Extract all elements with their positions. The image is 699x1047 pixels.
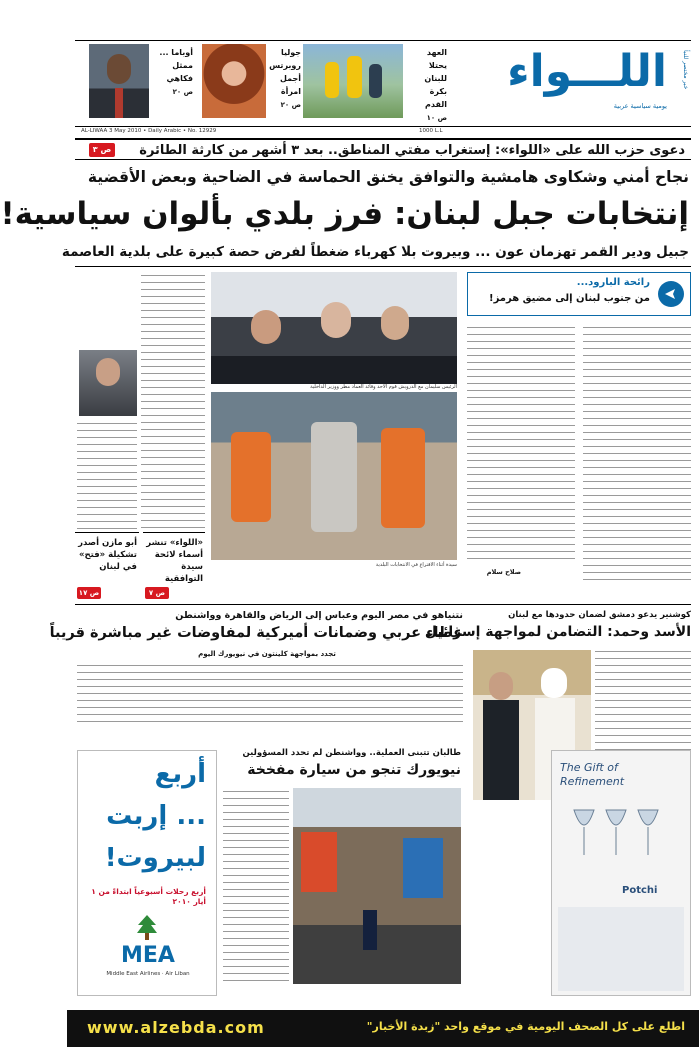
story-assad-kicker: كوشنير يدعو دمشق لضمان حدودها مع لبنان [508, 610, 691, 620]
ad-mea-note: أربع رحلات أسبوعياً ابتداءً من ١ أيار ٢٠١٠ [91, 887, 206, 906]
story-newyork [223, 748, 461, 996]
masthead-slogan: خبر مختصر للنبأ [682, 50, 689, 90]
story-netanyahu-headline[interactable]: غطاء عربي وضمانات أميركية لمفاوضات غير مباشرة قريباً [49, 625, 463, 641]
ad-mea-line3: لبيروت! [104, 843, 206, 873]
side-story-2-text: أبو مازن أصدر تشكيلة «فتح» في لبنان [78, 538, 137, 572]
teaser-actress-page: ص ٢٠ [280, 101, 301, 109]
side-story-1[interactable] [143, 532, 205, 600]
ad-mea-brand: MEA [121, 943, 175, 968]
actress-photo [202, 44, 266, 118]
ad-mea-line2: ... إربت [106, 801, 206, 831]
deck-headline[interactable]: جبيل ودير القمر تهزمان عون ... وبيروت بلا كهرباء ضغطاً لفرض حصة كبيرة على بلدية العاصمة [61, 244, 689, 260]
left-story [77, 272, 205, 530]
kicker-page-badge: ص ٣ [89, 143, 115, 157]
story-netanyahu-kicker: نتنياهو في مصر اليوم وعباس إلى الرياض والقاهرة وواشنطن [175, 610, 463, 621]
column-header [467, 272, 691, 316]
left-portrait [79, 350, 137, 416]
teaser-football-label: العهد يحتلا للبنان بكرة القدم [424, 48, 447, 109]
ad-mea[interactable] [77, 750, 217, 996]
story-newyork-kicker: طالبان تتبنى العملية.. وواشنطن لم تحدد المسؤولين [242, 748, 461, 758]
teaser-actress-label: جوليا روبرتس أجمل امرأة [269, 48, 301, 96]
kicker-headline[interactable]: دعوى حزب الله على «اللواء»: إستغراب مفتي المناطق.. بعد ٣ أشهر من كارثة الطائرة [139, 143, 685, 158]
left-text-b [77, 420, 137, 530]
story-newyork-headline[interactable]: نيويورك تنجو من سيارة مفخخة [247, 762, 461, 778]
column-icon [658, 281, 684, 307]
ad-potchi-brand: Potchi [622, 885, 658, 896]
teaser-obama-page: ص ٢٠ [172, 88, 193, 96]
officials-photo [211, 272, 457, 384]
column-body-right [583, 324, 691, 584]
ad-potchi-title: The Gift of Refinement [560, 761, 625, 788]
teaser-obama-label: أوباما ... ممثل فكاهي [159, 48, 193, 83]
voter-caption: سيدة أثناء الاقتراع في الانتخابات البلدية [375, 562, 457, 568]
side-story-1-page: ص ٧ [145, 587, 169, 599]
voter-photo [211, 392, 457, 560]
column-title: رائحة البارود... [576, 277, 650, 288]
glasses-illustration [564, 805, 674, 869]
column-author: صلاح سلام [486, 568, 521, 576]
logo-text: اللـــواء [507, 46, 667, 97]
obama-photo [89, 44, 149, 118]
cedar-icon [136, 915, 158, 945]
story-newyork-text [223, 788, 289, 984]
ad-mea-line1: أربع [154, 759, 206, 789]
ad-mea-brand-sub: Middle East Airlines · Air Liban [106, 971, 190, 977]
column-body-left [467, 324, 575, 564]
kicker-bar [75, 138, 691, 160]
football-photo [303, 44, 403, 118]
dateline: AL-LIWAA 3 May 2010 • Daily Arabic • No. 12929 [81, 128, 217, 134]
opinion-column [467, 272, 691, 602]
story-netanyahu-text [77, 662, 463, 728]
teaser-football-text [407, 46, 447, 125]
footer-site[interactable]: www.alzebda.com [87, 1018, 265, 1037]
footer-promo: اطلع على كل الصحف اليومية في موقع واحد "زبدة الأخبار" [366, 1020, 685, 1033]
price: 1000 L.L [419, 128, 443, 134]
column-subtitle: من جنوب لبنان إلى مضيق هرمز! [489, 293, 650, 304]
subheadline[interactable]: نجاح أمني وشكاوى هامشية والتوافق يخنق الحماسة في الضاحية وبعض الأقضية [87, 168, 689, 186]
main-headline[interactable]: إنتخابات جبل لبنان: فرز بلدي بألوان سياسية! [0, 196, 689, 232]
ad-potchi-panel [558, 907, 684, 991]
teaser-actress-text [267, 46, 301, 112]
masthead [67, 0, 699, 134]
masthead-tagline: يومية سياسية عربية [613, 102, 667, 110]
side-story-1-text: «اللواء» تنشر أسماء لائحة سيدة التوافقية [146, 538, 203, 584]
officials-caption: الرئيس سليمان مع الدرويش قوم الأحد وقائد العماد مطر ووزير الداخلية [310, 384, 457, 390]
story-assad-headline[interactable]: الأسد وحمد: التضامن لمواجهة إسرائيل [424, 624, 691, 640]
side-story-2-page: ص ١٧ [78, 589, 100, 597]
story-netanyahu [49, 610, 463, 730]
footer-bar [67, 1010, 699, 1047]
logo-block [479, 44, 689, 124]
story-netanyahu-subhead: تجدد بمواجهة كلينتون في نيويورك اليوم [198, 650, 336, 658]
teaser-football[interactable] [303, 44, 403, 118]
side-story-2[interactable] [75, 532, 139, 600]
teaser-obama-text [153, 46, 193, 99]
times-square-photo [293, 788, 461, 984]
left-text-a [141, 272, 205, 530]
teaser-football-page: ص ١٠ [426, 114, 447, 122]
ad-potchi[interactable] [551, 750, 691, 996]
